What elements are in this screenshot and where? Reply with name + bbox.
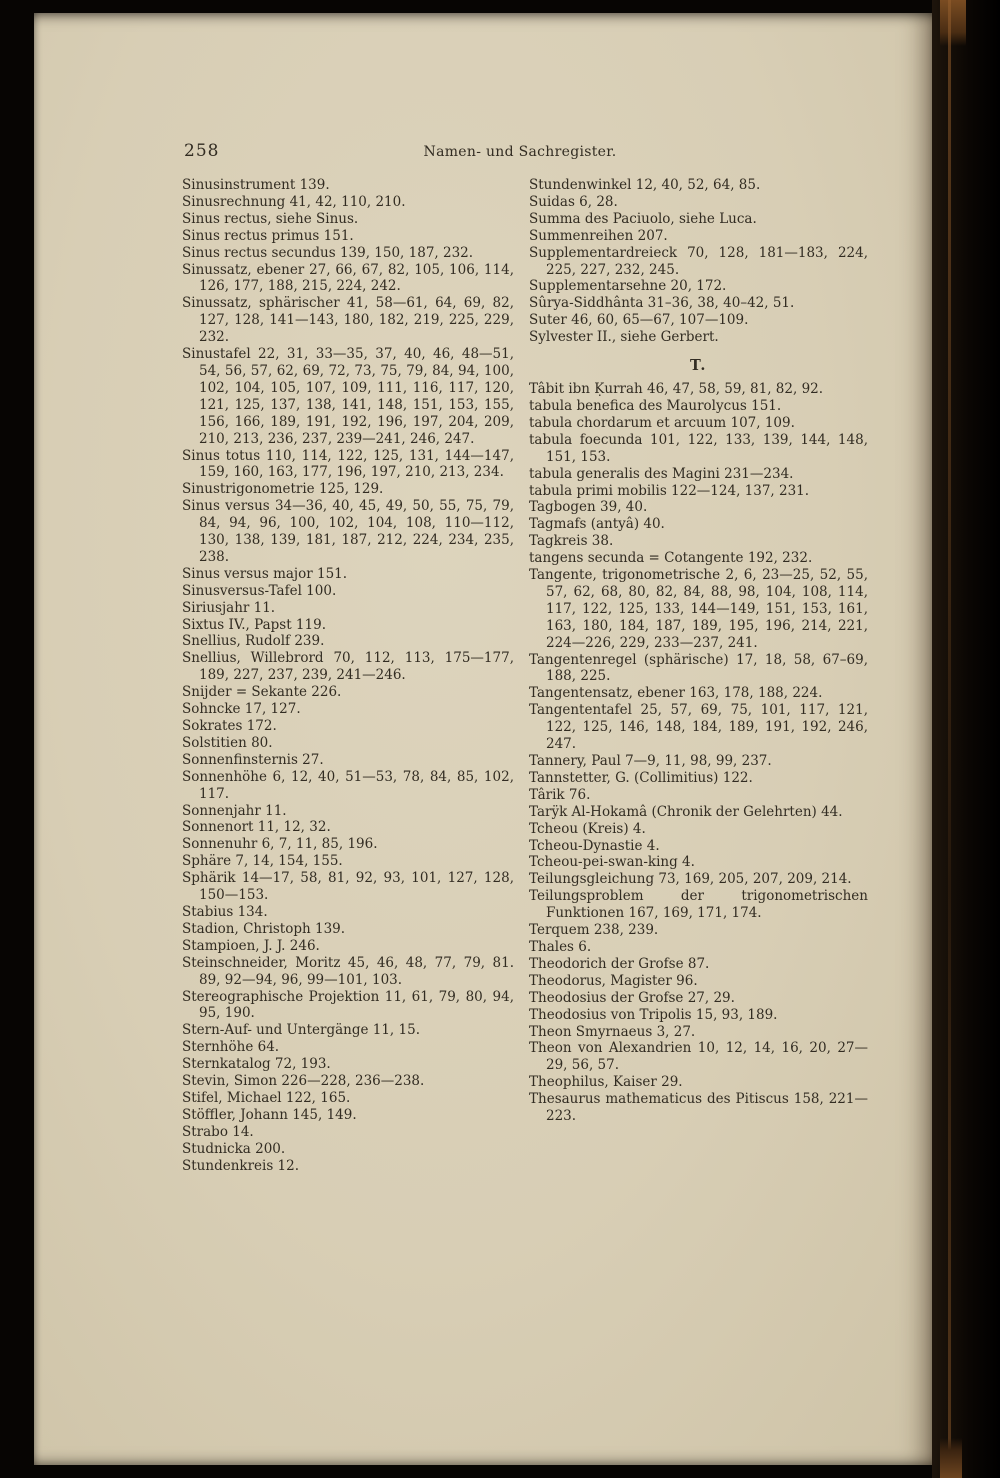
index-entry: Steinschneider, Moritz 45, 46, 48, 77, 79, 81. 89, 92—94, 96, 99—101, 103. — [182, 954, 514, 988]
index-entry: Sinussatz, ebener 27, 66, 67, 82, 105, 106, 114, 126, 177, 188, 215, 224, 242. — [182, 261, 514, 295]
index-entry: Summenreihen 207. — [529, 227, 668, 244]
index-entry: Supplementardreieck 70, 128, 181—183, 224, 225, 227, 232, 245. — [529, 244, 868, 278]
index-entry: Sternhöhe 64. — [182, 1039, 280, 1056]
index-entry: Sinusversus-Tafel 100. — [182, 582, 337, 599]
index-entry: Stöffler, Johann 145, 149. — [182, 1106, 357, 1123]
index-entry: Sonnenuhr 6, 7, 11, 85, 196. — [182, 836, 378, 853]
index-entry: Sohncke 17, 127. — [182, 701, 301, 718]
running-head-title: Namen- und Sachregister. — [423, 144, 617, 160]
index-entry: tabula primi mobilis 122—124, 137, 231. — [529, 482, 810, 499]
index-entry: Tangentenregel (sphärische) 17, 18, 58, 67–69, 188, 225. — [529, 651, 868, 685]
index-entry: Tagkreis 38. — [529, 533, 614, 550]
index-entry: Tannstetter, G. (Collimitius) 122. — [529, 769, 753, 786]
index-entry: Tagbogen 39, 40. — [529, 499, 648, 516]
index-entry: Sinus totus 110, 114, 122, 125, 131, 144—147, 159, 160, 163, 177, 196, 197, 210, 213, 234. — [182, 447, 514, 481]
index-entry: Teilungsproblem der trigonometrischen Funktionen 167, 169, 171, 174. — [529, 888, 868, 922]
index-entry: Solstitien 80. — [182, 734, 273, 751]
index-entry: Sonnenort 11, 12, 32. — [182, 819, 331, 836]
index-entry: Supplementarsehne 20, 172. — [529, 278, 727, 295]
index-entry: Sinussatz, sphärischer 41, 58—61, 64, 69, 82, 127, 128, 141—143, 180, 182, 219, 225, 229, 232. — [182, 295, 514, 346]
book-page — [34, 13, 932, 1465]
index-entry: Tangente, trigonometrische 2, 6, 23—25, 52, 55, 57, 62, 68, 80, 82, 84, 88, 98, 104, 108, 114, 117, 122, 125, 133, 144—149, 151, 153, 161, 163, 180, 184, 187, 189, 195, 196, 214, 221, 224—226, 229, 233—237, 241. — [529, 567, 868, 651]
index-entry: Thales 6. — [529, 938, 592, 955]
index-entry: Sokrates 172. — [182, 718, 277, 734]
index-entry: Sphäre 7, 14, 154, 155. — [182, 853, 343, 870]
index-entry: tabula generalis des Magini 231—234. — [529, 465, 794, 482]
index-entry: Stundenkreis 12. — [182, 1157, 300, 1174]
spine-top-leather — [940, 0, 966, 46]
page-number: 258 — [184, 141, 220, 161]
index-entry: Tagmafs (antyâ) 40. — [529, 516, 665, 533]
page-header — [182, 141, 868, 165]
section-heading: T. — [690, 357, 707, 375]
page-content — [182, 141, 868, 1174]
index-entry: Stampioen, J. J. 246. — [182, 937, 320, 954]
index-entry: Stevin, Simon 226—228, 236—238. — [182, 1073, 425, 1090]
index-entry: Sinustafel 22, 31, 33—35, 37, 40, 46, 48—51, 54, 56, 57, 62, 69, 72, 73, 75, 79, 84, 94, 100, 102, 104, 105, 107, 109, 111, 116, 117, 120, 121, 125, 137, 138, 141, 148, 151, 153, 155, 156, 166, 189, 191, 192, 196, 197, 204, 209, 210, 213, 236, 237, 239—241, 246, 247. — [182, 346, 514, 447]
index-entry: Summa des Paciuolo, siehe Luca. — [529, 210, 757, 227]
index-entry: Snellius, Willebrord 70, 112, 113, 175—177, 189, 227, 237, 239, 241—246. — [182, 650, 514, 684]
index-entry: Tannery, Paul 7—9, 11, 98, 99, 237. — [529, 753, 772, 769]
index-entry: Theon von Alexandrien 10, 12, 14, 16, 20, 27—29, 56, 57. — [529, 1040, 868, 1074]
index-entry: Suidas 6, 28. — [529, 193, 618, 210]
index-entry: Sonnenfinsternis 27. — [182, 751, 324, 768]
index-entry: Sonnenjahr 11. — [182, 802, 287, 819]
spine-bottom-leather — [940, 1438, 962, 1478]
index-entry: tangens secunda = Cotangente 192, 232. — [529, 550, 813, 567]
index-entry: tabula foecunda 101, 122, 133, 139, 144, 148, 151, 153. — [529, 431, 868, 465]
index-entry: Thesaurus mathematicus des Pitiscus 158, 221—223. — [529, 1091, 868, 1125]
index-entry: Theodorich der Grofse 87. — [529, 955, 710, 972]
index-entry: Theon Smyrnaeus 3, 27. — [529, 1023, 696, 1040]
index-entry: Theophilus, Kaiser 29. — [529, 1074, 683, 1091]
index-entry: Theodosius der Grofse 27, 29. — [529, 989, 735, 1006]
index-entry: Sinus rectus secundus 139, 150, 187, 232. — [182, 244, 474, 261]
index-entry: Tcheou-pei-swan-king 4. — [529, 854, 695, 871]
index-entry: Stabius 134. — [182, 903, 268, 920]
index-entry: Theodosius von Tripolis 15, 93, 189. — [529, 1006, 778, 1023]
index-entry: Tarÿk Al-Hokamâ (Chronik der Gelehrten) 44. — [529, 803, 843, 820]
index-entry: Theodorus, Magister 96. — [529, 972, 698, 989]
index-entry: Tangentensatz, ebener 163, 178, 188, 224. — [529, 685, 823, 702]
index-entry: Sinusinstrument 139. — [182, 177, 330, 193]
index-entry: Tâbit ibn Ḳurrah 46, 47, 58, 59, 81, 82, 92. — [529, 381, 824, 398]
index-entry: Sixtus IV., Papst 119. — [182, 616, 326, 633]
index-entry: Târik 76. — [529, 786, 591, 803]
index-entry: Stadion, Christoph 139. — [182, 920, 346, 937]
index-column-left — [182, 177, 514, 1174]
index-entry: Stereographische Projektion 11, 61, 79, 80, 94, 95, 190. — [182, 988, 514, 1022]
index-entry: Sinus versus 34—36, 40, 45, 49, 50, 55, 75, 79, 84, 94, 96, 100, 102, 104, 108, 110—112, 130, 138, 139, 181, 187, 212, 224, 234, 235, 238. — [182, 498, 514, 565]
index-entry: Tcheou (Kreis) 4. — [529, 820, 646, 837]
index-entry: Sinustrigonometrie 125, 129. — [182, 481, 384, 498]
spine-edge-highlight — [948, 0, 951, 1478]
index-entry: Terquem 238, 239. — [529, 922, 659, 939]
index-entry: Strabo 14. — [182, 1123, 254, 1140]
index-entry: Sphärik 14—17, 58, 81, 92, 93, 101, 127, 128, 150—153. — [182, 870, 514, 904]
index-columns — [182, 177, 868, 1174]
index-entry: Stern-Auf- und Untergänge 11, 15. — [182, 1022, 420, 1039]
index-entry: Sinus rectus primus 151. — [182, 227, 354, 244]
index-entry: tabula benefica des Maurolycus 151. — [529, 397, 782, 414]
index-entry: Stifel, Michael 122, 165. — [182, 1089, 351, 1106]
index-entry: Tcheou-Dynastie 4. — [529, 837, 660, 854]
index-entry: Snijder = Sekante 226. — [182, 684, 342, 701]
index-entry: Sylvester II., siehe Gerbert. — [529, 329, 719, 346]
index-entry: Suter 46, 60, 65—67, 107—109. — [529, 312, 749, 329]
index-entry: Snellius, Rudolf 239. — [182, 633, 325, 650]
index-entry: Sonnenhöhe 6, 12, 40, 51—53, 78, 84, 85, 102, 117. — [182, 768, 514, 802]
index-entry: Sternkatalog 72, 193. — [182, 1056, 331, 1073]
index-entry: Sûrya-Siddhânta 31–36, 38, 40–42, 51. — [529, 295, 795, 312]
index-entry: Sinus rectus, siehe Sinus. — [182, 210, 359, 227]
index-entry: Sinusrechnung 41, 42, 110, 210. — [182, 193, 406, 210]
index-entry: Tangententafel 25, 57, 69, 75, 101, 117, 121, 122, 125, 146, 148, 184, 189, 191, 192, 246, 247. — [529, 702, 868, 753]
index-entry: Sinus versus major 151. — [182, 565, 348, 582]
index-entry: Stundenwinkel 12, 40, 52, 64, 85. — [529, 177, 761, 193]
index-column-right — [529, 177, 868, 1174]
index-entry: Siriusjahr 11. — [182, 599, 276, 616]
book-spine — [932, 0, 1000, 1478]
index-entry: Teilungsgleichung 73, 169, 205, 207, 209, 214. — [529, 871, 852, 888]
index-entry: Studnicka 200. — [182, 1140, 286, 1157]
index-entry: tabula chordarum et arcuum 107, 109. — [529, 414, 795, 431]
